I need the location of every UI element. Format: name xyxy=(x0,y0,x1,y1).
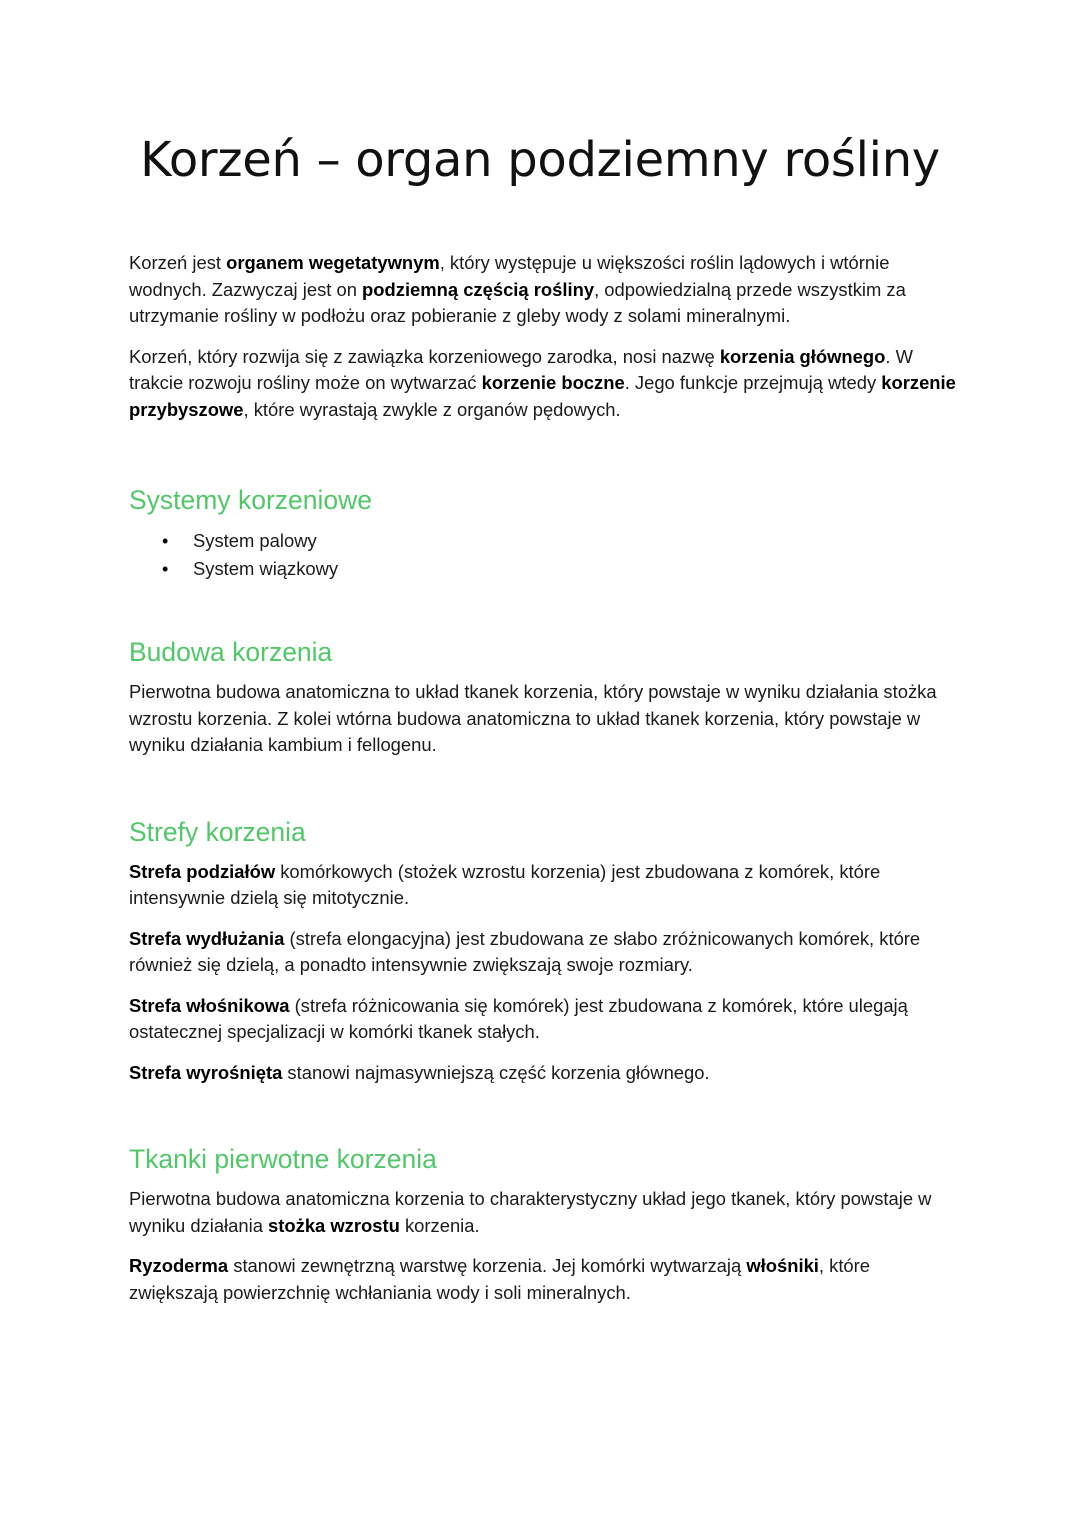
bold-term: włośniki xyxy=(746,1255,819,1276)
bold-term: podziemną częścią rośliny xyxy=(362,278,595,300)
page-title: Korzeń – organ podziemny rośliny xyxy=(140,132,940,188)
section-tkanki-pierwotne xyxy=(129,1142,959,1306)
section-heading: Tkanki pierwotne korzenia xyxy=(129,1144,437,1174)
bold-term: Strefa wyrośnięta xyxy=(129,1061,283,1083)
intro-paragraph-1: Korzeń jest organem wegetatywnym, który występuje u większości roślin lądowych i wtórnie wodnych. Zazwyczaj jest on podziemną częścią rośliny, odpowiedzialną przede wszystkim za utrzymanie rośliny w podłożu oraz pobieranie z gleby wody z solami mineralnymi. xyxy=(129,252,906,326)
bullet-icon: • xyxy=(162,531,169,551)
bold-term: Ryzoderma xyxy=(129,1255,229,1276)
section-strefy-korzenia xyxy=(129,815,959,1087)
bold-term: korzenie przybyszowe xyxy=(129,372,956,420)
bold-term: korzenie boczne xyxy=(481,372,625,393)
body-paragraph: Strefa włośnikowa (strefa różnicowania się komórek) jest zbudowana z komórek, które ulegają ostatecznej specjalizacji w komórki tkanek stałych. xyxy=(129,994,908,1042)
section-budowa-korzenia xyxy=(129,635,959,759)
bullet-icon: • xyxy=(162,559,169,579)
section-heading: Systemy korzeniowe xyxy=(129,485,373,515)
list-item: • System palowy xyxy=(129,527,959,555)
intro-paragraph-2: Korzeń, który rozwija się z zawiązka korzeniowego zarodka, nosi nazwę korzenia głównego. W trakcie rozwoju rośliny może on wytwarzać korzenie boczne. Jego funkcje przejmują wtedy korzenie przybyszowe, które wyrastają zwykle z organów pędowych. xyxy=(129,345,956,420)
body-paragraph: Strefa podziałów komórkowych (stożek wzrostu korzenia) jest zbudowana z komórek, które intensywnie dzielą się mitotycznie. xyxy=(129,860,881,908)
section-heading: Strefy korzenia xyxy=(129,816,306,847)
bold-term: korzenia głównego xyxy=(719,345,886,367)
body-paragraph: Ryzoderma stanowi zewnętrzną warstwę korzenia. Jej komórki wytwarzają włośniki, które zwiększają powierzchnię wchłaniania wody i soli mineralnych. xyxy=(129,1255,871,1303)
bold-term: Strefa włośnikowa xyxy=(129,994,290,1016)
section-heading: Budowa korzenia xyxy=(129,637,333,667)
section-systemy-korzeniowe xyxy=(129,483,959,583)
bold-term: Strefa podziałów xyxy=(129,860,276,882)
bold-term: Strefa wydłużania xyxy=(129,927,285,949)
list-item: • System wiązkowy xyxy=(129,555,959,583)
body-paragraph: Pierwotna budowa anatomiczna to układ tkanek korzenia, który powstaje w wyniku działania stożka wzrostu korzenia. Z kolei wtórna budowa anatomiczna to układ tkanek korzenia, który powstaje w wyniku działania kambium i fellogenu. xyxy=(129,681,937,755)
body-paragraph: Strefa wydłużania (strefa elongacyjna) jest zbudowana ze słabo zróżnicowanych komórek, które również się dzielą, a ponadto intensywnie zwiększają swoje rozmiary. xyxy=(129,927,921,975)
bold-term: stożka wzrostu xyxy=(268,1214,400,1236)
bold-term: organem wegetatywnym xyxy=(226,252,440,273)
body-paragraph: Strefa wyrośnięta stanowi najmasywniejszą część korzenia głównego. xyxy=(129,1061,710,1083)
body-paragraph: Pierwotna budowa anatomiczna korzenia to charakterystyczny układ jego tkanek, który powstaje w wyniku działania stożka wzrostu korzenia. xyxy=(129,1188,932,1236)
bullet-list xyxy=(129,527,959,583)
document-content xyxy=(129,250,959,1306)
